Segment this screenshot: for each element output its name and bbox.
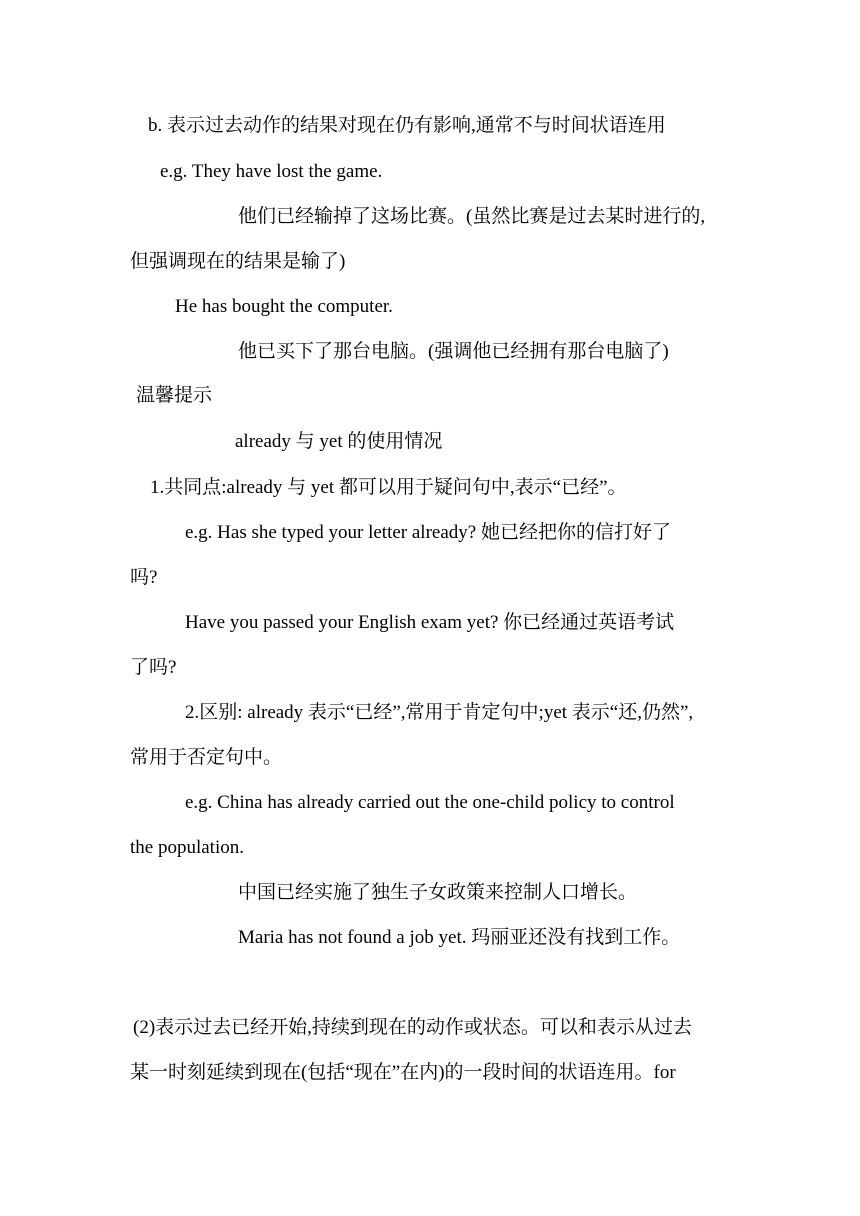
text-line: 了吗? (130, 657, 177, 678)
text-line: 1.共同点:already 与 yet 都可以用于疑问句中,表示“已经”。 (150, 477, 627, 498)
text-line: (2)表示过去已经开始,持续到现在的动作或状态。可以和表示从过去 (133, 1017, 692, 1038)
translation-line: 他们已经输掉了这场比赛。(虽然比赛是过去某时进行的, (238, 206, 706, 227)
subheading: already 与 yet 的使用情况 (235, 431, 443, 452)
translation-line: 中国已经实施了独生子女政策来控制人口增长。 (238, 882, 638, 903)
example-line: Maria has not found a job yet. 玛丽亚还没有找到工作。 (238, 927, 681, 948)
example-line: e.g. China has already carried out the one-child policy to control (185, 792, 675, 813)
text-line: 常用于否定句中。 (130, 747, 283, 768)
text-line: 2.区别: already 表示“已经”,常用于肯定句中;yet 表示“还,仍然”, (185, 702, 694, 723)
translation-line: 但强调现在的结果是输了) (130, 251, 346, 272)
example-line: the population. (130, 837, 244, 858)
example-line: Have you passed your English exam yet? 你已经通过英语考试 (185, 612, 675, 633)
text-line: 吗? (130, 567, 158, 588)
text-line: b. 表示过去动作的结果对现在仍有影响,通常不与时间状语连用 (148, 115, 666, 136)
example-line: e.g. Has she typed your letter already? 她已经把你的信打好了 (185, 522, 671, 543)
example-line: e.g. They have lost the game. (160, 161, 383, 182)
example-line: He has bought the computer. (175, 296, 393, 317)
text-line: 某一时刻延续到现在(包括“现在”在内)的一段时间的状语连用。for (130, 1062, 676, 1083)
translation-line: 他已买下了那台电脑。(强调他已经拥有那台电脑了) (238, 341, 669, 362)
tip-heading: 温馨提示 (136, 385, 213, 406)
